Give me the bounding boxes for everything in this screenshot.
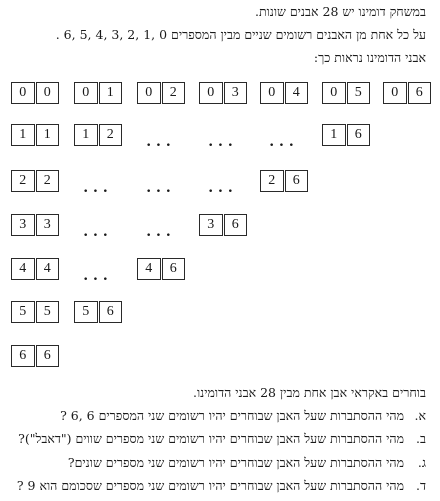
tile-right-value: 6 [99,301,123,323]
tile-right-value: 6 [36,345,60,367]
tile-right-value: 6 [347,124,371,146]
tile-left-value: 0 [383,82,407,104]
domino-tile-4-6 [137,258,185,280]
ellipsis: ... [83,180,113,196]
question-text: מהי ההסתברות שעל האבן שבוחרים יהיו רשומים שני המספרים 6 ,6 ? [60,408,404,423]
question-b [8,431,426,447]
question-text: מהי ההסתברות שעל האבן שבוחרים יהיו רשומים שני מספרים שווים ("דאבל")? [18,431,404,446]
tile-left-value: 4 [137,258,161,280]
tile-right-value: 0 [36,82,60,104]
question-a [8,408,426,424]
question-d [8,478,426,494]
question-text: מהי ההסתברות שעל האבן שבוחרים יהיו רשומים שני מספרים שונים? [67,455,404,470]
ellipsis: ... [83,224,113,240]
intro-line-1: במשחק דומינו יש 28 אבנים שונות. [254,4,426,19]
question-letter: ב. [416,431,426,446]
tile-right-value: 1 [36,124,60,146]
tile-left-value: 3 [199,214,223,236]
tile-left-value: 3 [11,214,35,236]
question-text: מהי ההסתברות שעל האבן שבוחרים יהיו רשומים שני מספרים שסכומם הוא 9 ? [16,478,404,493]
domino-tile-0-4 [260,82,308,104]
domino-tile-1-2 [74,124,122,146]
domino-tile-2-2 [11,170,59,192]
tile-right-value: 1 [99,82,123,104]
tile-left-value: 1 [322,124,346,146]
tile-left-value: 0 [74,82,98,104]
tile-left-value: 2 [11,170,35,192]
tile-right-value: 4 [285,82,309,104]
tile-left-value: 2 [260,170,284,192]
tile-left-value: 1 [11,124,35,146]
tile-left-value: 0 [11,82,35,104]
domino-tile-1-6 [322,124,370,146]
ellipsis: ... [146,180,176,196]
tile-right-value: 3 [36,214,60,236]
tile-left-value: 0 [322,82,346,104]
question-c [8,455,426,471]
ellipsis: ... [269,134,299,150]
domino-tile-6-6 [11,345,59,367]
intro-line-2: על כל אחת מן האבנים רשומים שניים מבין המספרים 0 ,1 ,2 ,3 ,4 ,5 ,6 . [55,27,426,42]
tile-right-value: 2 [36,170,60,192]
domino-tile-0-5 [322,82,370,104]
domino-tile-3-6 [199,214,247,236]
intro-line-3: אבני הדומינו נראות כך: [313,50,426,65]
tile-right-value: 6 [224,214,248,236]
domino-tile-0-6 [383,82,431,104]
tile-right-value: 6 [162,258,186,280]
question-letter: ד. [416,478,426,493]
domino-tile-2-6 [260,170,308,192]
tile-right-value: 4 [36,258,60,280]
ellipsis: ... [146,224,176,240]
tile-right-value: 2 [162,82,186,104]
domino-tile-0-2 [137,82,185,104]
ellipsis: ... [208,180,238,196]
question-letter: ג. [417,455,426,470]
domino-tile-0-0 [11,82,59,104]
tile-left-value: 5 [11,301,35,323]
tile-right-value: 5 [36,301,60,323]
tile-left-value: 0 [199,82,223,104]
tile-left-value: 0 [260,82,284,104]
domino-tile-3-3 [11,214,59,236]
domino-tile-5-6 [74,301,122,323]
tile-left-value: 5 [74,301,98,323]
domino-tile-4-4 [11,258,59,280]
ellipsis: ... [208,134,238,150]
tile-right-value: 6 [285,170,309,192]
tile-left-value: 1 [74,124,98,146]
ellipsis: ... [146,134,176,150]
tile-right-value: 5 [347,82,371,104]
tile-left-value: 4 [11,258,35,280]
tile-right-value: 2 [99,124,123,146]
domino-tile-0-1 [74,82,122,104]
tile-right-value: 6 [408,82,432,104]
outro-line: בוחרים באקראי אבן אחת מבין 28 אבני הדומינו. [192,385,426,400]
tile-left-value: 0 [137,82,161,104]
tile-right-value: 3 [224,82,248,104]
tile-left-value: 6 [11,345,35,367]
domino-tile-5-5 [11,301,59,323]
domino-tile-0-3 [199,82,247,104]
domino-tile-1-1 [11,124,59,146]
ellipsis: ... [83,268,113,284]
question-letter: א. [414,408,426,423]
